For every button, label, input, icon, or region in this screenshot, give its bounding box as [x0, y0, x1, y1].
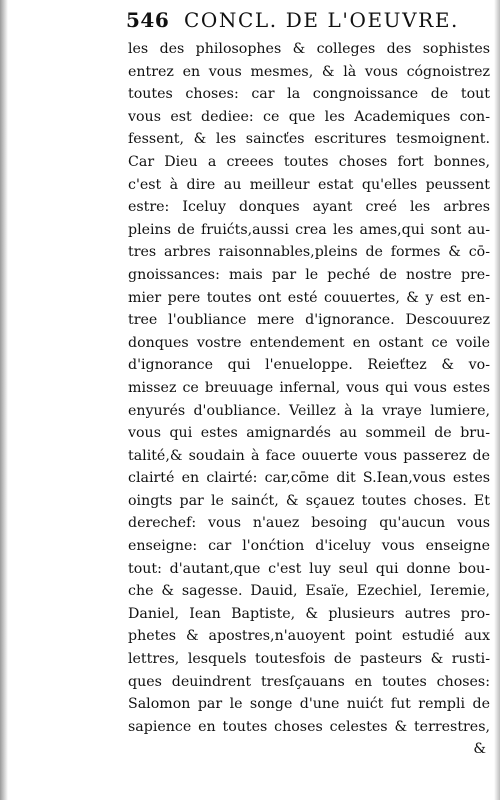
text-line: estre: Iceluy donques ayant creé les arbres — [128, 199, 490, 216]
text-line: oingts par le sainćt, & sçauez toutes choses. Et — [128, 492, 490, 509]
text-line: vous qui estes amignardés au sommeil de bru- — [128, 425, 490, 442]
text-line: les des philosophes & colleges des sophistes — [128, 41, 490, 57]
text-line: che & sagesse. Dauid, Esaïe, Ezechiel, Ieremie, — [128, 583, 490, 600]
text-line: Car Dieu a creees toutes choses fort bonnes, — [128, 153, 490, 170]
text-line: phetes & apostres,n'auoyent point estudié aux — [128, 628, 490, 645]
text-line: toutes choses: car la congnoissance de tout — [128, 86, 490, 103]
text-line: pleins de fruićts,aussi crea les ames,qui sont au- — [128, 221, 490, 238]
text-line: donques vostre entendement en ostant ce voile — [128, 334, 490, 351]
catchword: & — [473, 741, 486, 758]
text-line: enseigne: car l'onćtion d'iceluy vous enseigne — [128, 538, 490, 555]
text-line: vous est dediee: ce que les Academiques con- — [128, 108, 490, 125]
text-line: ques deuindrent tresſçauans en toutes choses: — [128, 673, 490, 690]
text-line: sapience en toutes choses celestes & terrestres, — [128, 718, 490, 735]
text-line: enyurés d'oubliance. Veillez à la vraye lumiere, — [128, 402, 490, 419]
text-line: d'ignorance qui l'enueloppe. Reieťtez & vo- — [128, 357, 490, 374]
body-text — [128, 38, 490, 761]
text-line: Salomon par le songe d'une nuićt fut rempli de — [128, 696, 490, 713]
page-number: 546 — [126, 8, 170, 32]
text-line: missez ce breuuage infernal, vous qui vous estes — [128, 379, 490, 396]
scan-edge-shadow-right — [494, 0, 500, 800]
page-header — [126, 6, 490, 36]
text-line: entrez en vous mesmes, & là vous cógnoistrez — [128, 63, 490, 80]
text-line: lettres, lesquels toutesfois de pasteurs & rusti- — [128, 651, 490, 668]
text-line: talité,& soudain à face ouuerte vous passerez de — [128, 447, 490, 464]
text-line: Daniel, Iean Baptiste, & plusieurs autres pro- — [128, 605, 490, 622]
text-line: derechef: vous n'auez besoing qu'aucun vous — [128, 515, 490, 532]
running-head: CONCL. DE L'OEUVRE. — [184, 8, 459, 32]
text-line: mier pere toutes ont esté couuertes, & y est en- — [128, 289, 490, 306]
text-line: clairté en clairté: car,cōme dit S.Iean,vous estes — [128, 470, 490, 487]
text-line: gnoissances: mais par le peché de nostre pre- — [128, 266, 490, 283]
text-line: c'est à dire au meilleur estat qu'elles peussent — [128, 176, 490, 193]
text-line: tout: d'autant,que c'est luy seul qui donne bou- — [128, 560, 490, 577]
text-line: tres arbres raisonnables,pleins de formes & cō- — [128, 244, 490, 261]
scan-edge-shadow-left — [0, 0, 8, 800]
text-line: fessent, & les saincťes escritures tesmoignent. — [128, 131, 490, 148]
text-line: tree l'oubliance mere d'ignorance. Descouurez — [128, 312, 490, 329]
